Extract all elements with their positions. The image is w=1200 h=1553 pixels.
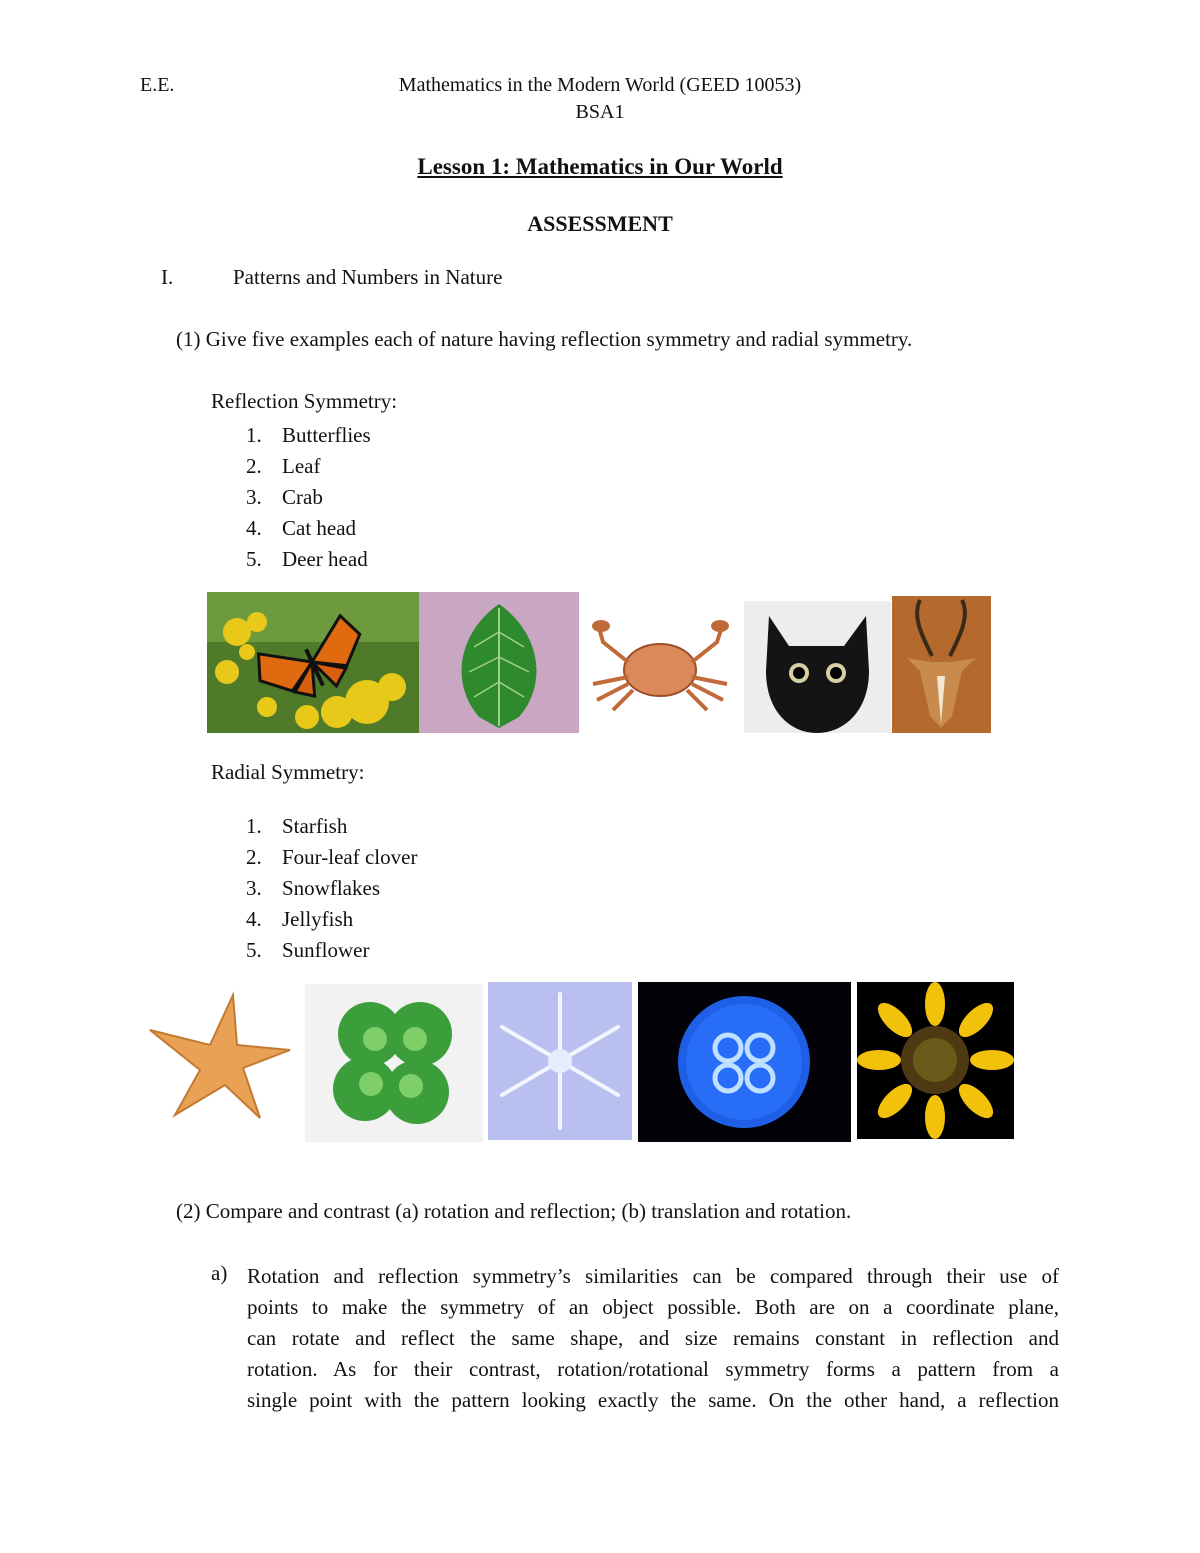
- butterfly-image: [207, 592, 419, 733]
- list-item: 1. Butterflies: [246, 423, 371, 447]
- starfish-image: [145, 990, 295, 1125]
- list-item: 3. Snowflakes: [246, 876, 380, 900]
- radial-label: Radial Symmetry:: [211, 760, 365, 784]
- question-2: (2) Compare and contrast (a) rotation and reflection; (b) translation and rotation.: [176, 1199, 852, 1223]
- question-1: (1) Give five examples each of nature having reflection symmetry and radial symmetry.: [176, 327, 913, 351]
- leaf-image: [419, 592, 579, 733]
- crab-image: [583, 612, 738, 717]
- answer-a-marker: a): [211, 1261, 228, 1285]
- list-item: 2. Leaf: [246, 454, 321, 478]
- reflection-list: [246, 420, 371, 575]
- list-item: 5. Sunflower: [246, 938, 370, 962]
- assessment-heading: ASSESSMENT: [527, 211, 673, 236]
- list-item: 2. Four-leaf clover: [246, 845, 418, 869]
- answer-a-paragraph: [247, 1261, 1059, 1416]
- header-section: BSA1: [575, 101, 625, 123]
- list-item: 5. Deer head: [246, 547, 368, 571]
- sunflower-image: [857, 982, 1014, 1139]
- jellyfish-image: [638, 982, 851, 1142]
- paragraph-line: single point with the pattern looking exactly the same. On the other hand, a reflection: [247, 1388, 1059, 1412]
- header-initials: E.E.: [140, 74, 175, 96]
- cat-image: [744, 601, 891, 733]
- clover-image: [305, 984, 483, 1142]
- section-number: I.: [161, 265, 174, 289]
- list-item: 4. Jellyfish: [246, 907, 354, 931]
- list-item: 4. Cat head: [246, 516, 357, 540]
- deer-image: [892, 596, 991, 733]
- section-heading: Patterns and Numbers in Nature: [233, 265, 503, 289]
- list-item: 1. Starfish: [246, 814, 348, 838]
- paragraph-line: can rotate and reflect the same shape, and size remains constant in reflection and: [247, 1326, 1059, 1350]
- list-item: 3. Crab: [246, 485, 323, 509]
- snowflake-image: [488, 982, 632, 1140]
- paragraph-line: rotation. As for their contrast, rotation/rotational symmetry forms a pattern from a: [247, 1357, 1059, 1381]
- paragraph-line: Rotation and reflection symmetry’s similarities can be compared through their use of: [247, 1264, 1059, 1288]
- paragraph-line: points to make the symmetry of an object possible. Both are on a coordinate plane,: [247, 1295, 1059, 1319]
- reflection-label: Reflection Symmetry:: [211, 389, 398, 413]
- header-course: Mathematics in the Modern World (GEED 10053): [398, 74, 802, 96]
- page-title: Lesson 1: Mathematics in Our World: [417, 154, 783, 179]
- radial-list: [246, 811, 417, 966]
